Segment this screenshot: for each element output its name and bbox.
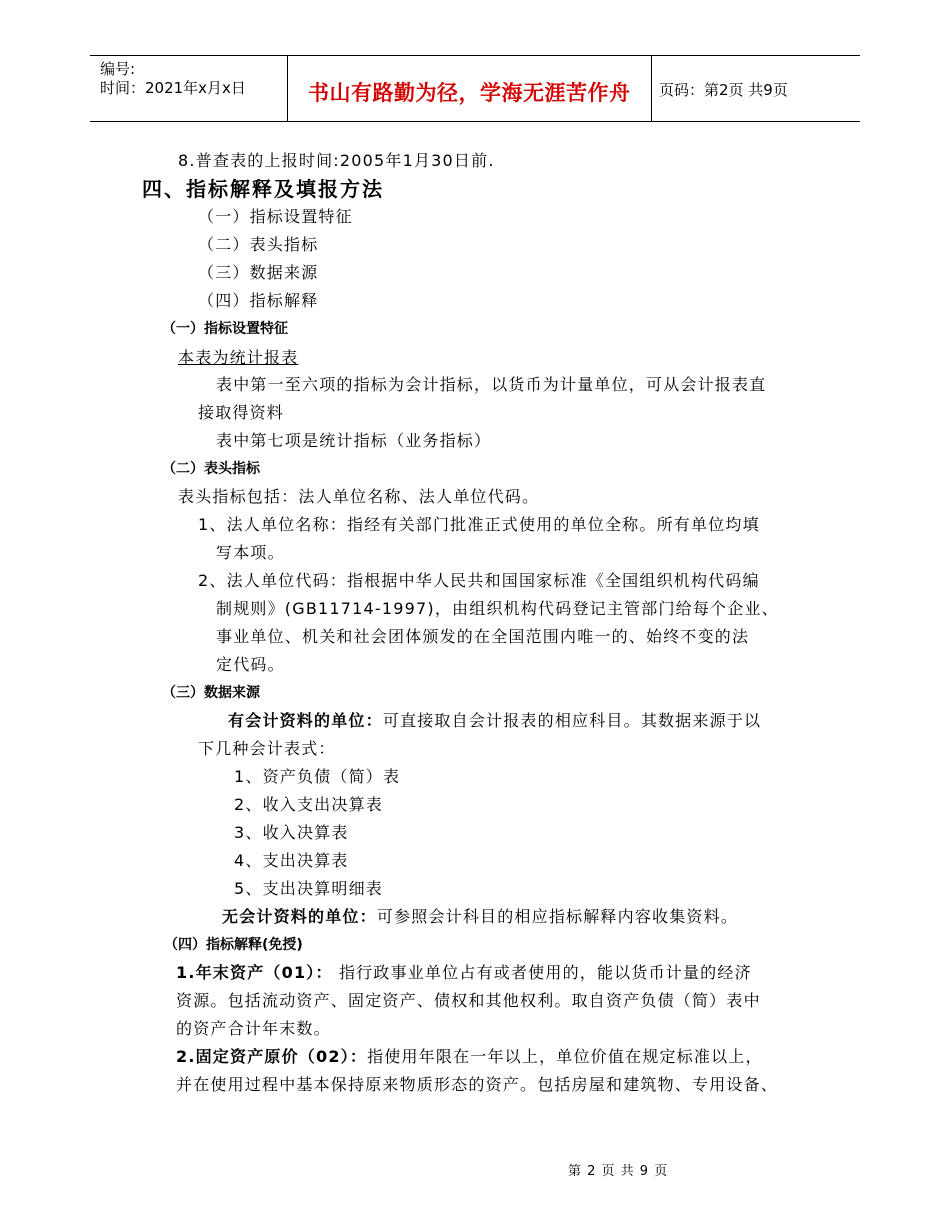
s3-without-accounting — [222, 904, 738, 927]
header-code-label: 编号: — [100, 60, 136, 78]
toc-item-4: （四）指标解释 — [198, 291, 319, 310]
s4-item2-label: 2.固定资产原价（02）： — [176, 1047, 368, 1066]
s2-item1-line1: 1、法人单位名称：指经有关部门批准正式使用的单位全称。所有单位均填 — [198, 515, 760, 534]
s3-with-accounting — [228, 708, 761, 731]
header-top-rule — [90, 55, 860, 56]
s4-title: （四）指标解释(免授) — [164, 937, 303, 953]
s2-item2-line4: 定代码。 — [216, 655, 285, 674]
s2-title: （二）表头指标 — [162, 461, 260, 477]
s2-intro: 表头指标包括：法人单位名称、法人单位代码。 — [178, 487, 540, 506]
s3-form-2: 2、收入支出决算表 — [234, 795, 383, 814]
s1-underlined: 本表为统计报表 — [178, 348, 299, 367]
s4-item1-line2: 资源。包括流动资产、固定资产、债权和其他权利。取自资产负债（简）表中 — [176, 991, 761, 1010]
header-motto: 书山有路勤为径，学海无涯苦作舟 — [308, 81, 631, 105]
header-time-label: 时间：2021年x月x日 — [100, 79, 246, 97]
s3-with-accounting-text: 可直接取自会计报表的相应科目。其数据来源于以 — [382, 711, 762, 730]
toc-item-2: （二）表头指标 — [198, 235, 319, 254]
s2-item2-line1: 2、法人单位代码：指根据中华人民共和国国家标准《全国组织机构代码编 — [198, 571, 760, 590]
header-divider-right — [651, 56, 652, 122]
s4-item1-line3: 的资产合计年末数。 — [176, 1019, 331, 1038]
s3-form-3: 3、收入决算表 — [234, 823, 349, 842]
footer-page-number: 第 2 页 共 9 页 — [568, 1164, 669, 1179]
s3-with-accounting-label: 有会计资料的单位： — [228, 711, 383, 730]
s4-item1-label: 1.年末资产（01）： — [176, 963, 333, 982]
s4-item1-line1 — [176, 960, 752, 983]
s3-form-5: 5、支出决算明细表 — [234, 879, 383, 898]
s3-with-line2: 下几种会计表式： — [198, 739, 336, 758]
s4-item2-text: 指使用年限在一年以上，单位价值在规定标准以上， — [367, 1047, 763, 1066]
s3-without-accounting-label: 无会计资料的单位： — [222, 907, 377, 926]
s1-title: （一）指标设置特征 — [162, 321, 288, 337]
toc-item-1: （一）指标设置特征 — [198, 207, 353, 226]
s4-item1-text: 指行政事业单位占有或者使用的，能以货币计量的经济 — [332, 963, 752, 982]
section4-title: 四、指标解释及填报方法 — [142, 177, 384, 201]
s1-p1-line2: 接取得资料 — [198, 403, 285, 422]
header-divider-left — [287, 56, 288, 122]
s3-title: （三）数据来源 — [162, 685, 260, 701]
s4-item2-line2: 并在使用过程中基本保持原来物质形态的资产。包括房屋和建筑物、专用设备、 — [176, 1075, 779, 1094]
toc-item-3: （三）数据来源 — [198, 263, 319, 282]
line-8: 8.普查表的上报时间:2005年1月30日前. — [178, 151, 495, 170]
s2-item2-line3: 事业单位、机关和社会团体颁发的在全国范围内唯一的、始终不变的法 — [216, 627, 750, 646]
s4-item2-line1 — [176, 1044, 763, 1067]
s3-form-1: 1、资产负债（简）表 — [234, 767, 401, 786]
s1-p1-line1: 表中第一至六项的指标为会计指标，以货币为计量单位，可从会计报表直 — [216, 375, 767, 394]
s2-item1-line2: 写本项。 — [216, 543, 285, 562]
s2-item2-line2: 制规则》(GB11714-1997)，由组织机构代码登记主管部门给每个企业、 — [216, 599, 779, 618]
s1-p2: 表中第七项是统计指标（业务指标） — [216, 431, 492, 450]
header-bottom-rule — [90, 121, 860, 122]
s3-form-4: 4、支出决算表 — [234, 851, 349, 870]
s3-without-accounting-text: 可参照会计科目的相应指标解释内容收集资料。 — [376, 907, 739, 926]
header-page-info: 页码：第2页 共9页 — [659, 81, 788, 99]
